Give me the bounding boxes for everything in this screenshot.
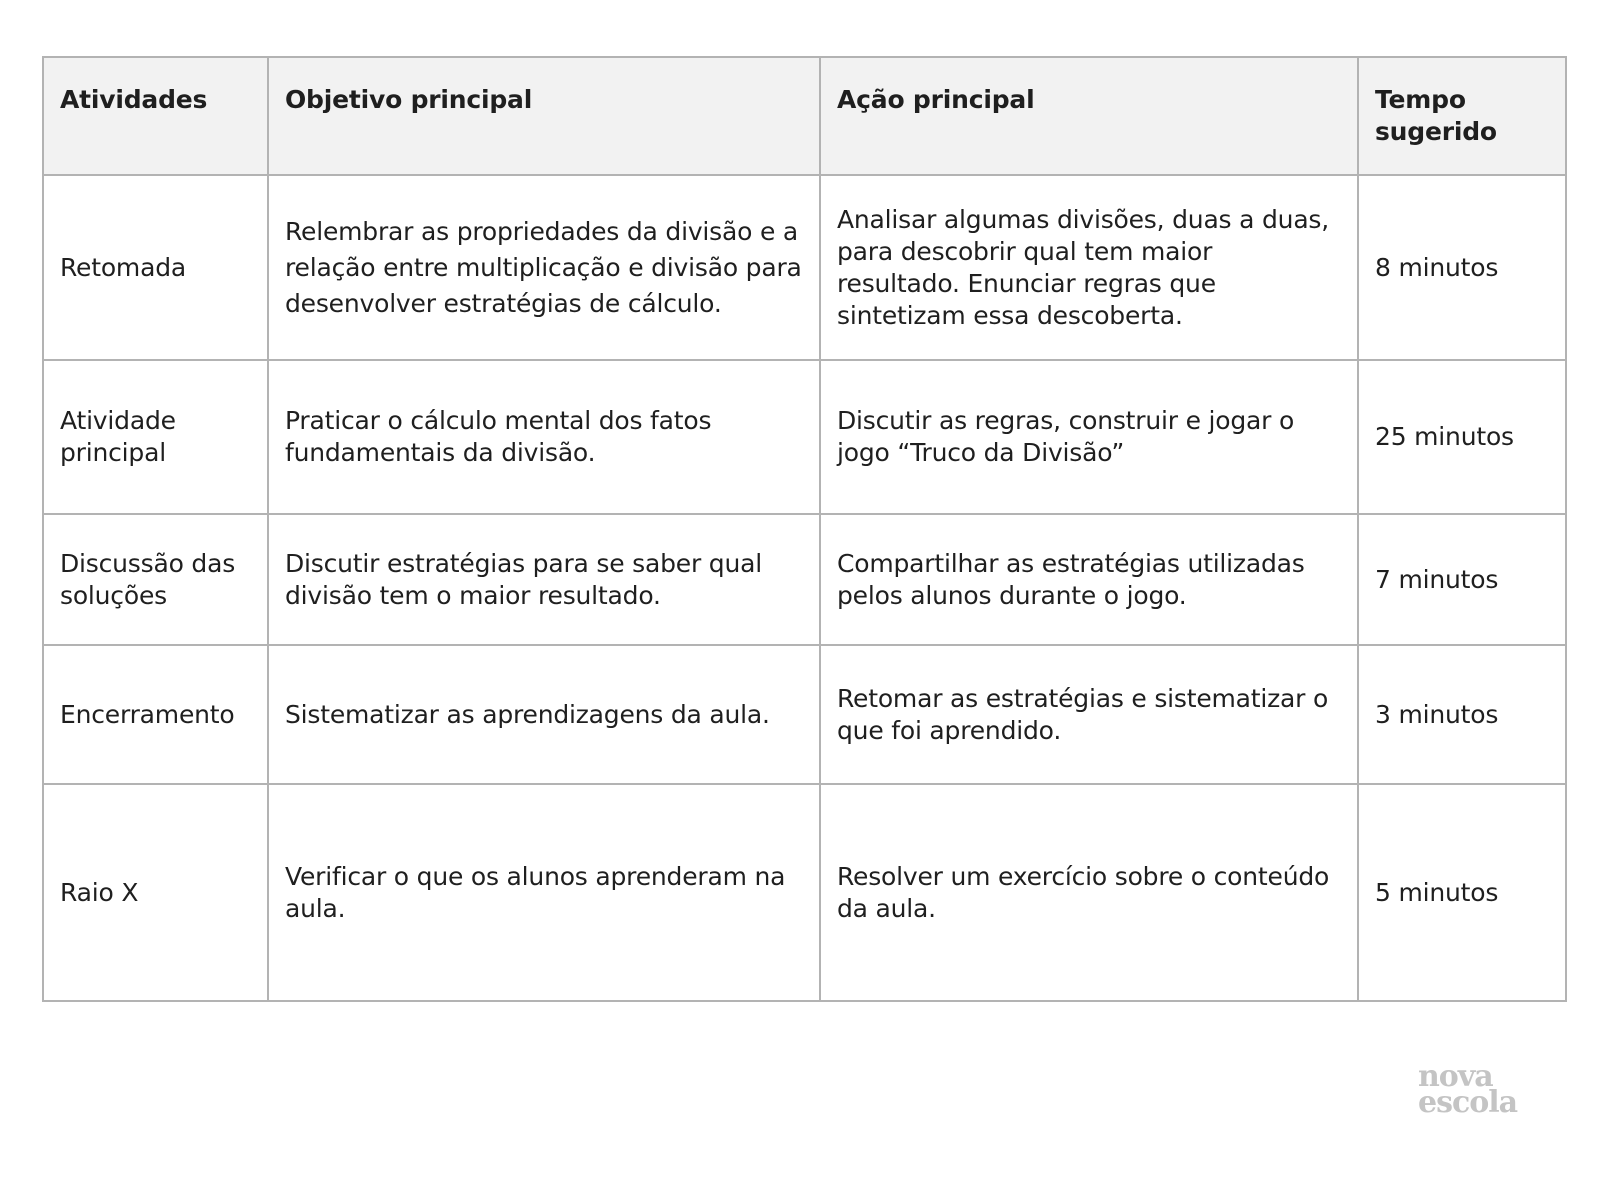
header-suggested-time: Tempo sugerido	[1358, 57, 1566, 175]
objective-cell: Praticar o cálculo mental dos fatos fundamentais da divisão.	[268, 360, 820, 514]
objective-cell: Verificar o que os alunos aprenderam na aula.	[268, 784, 820, 1001]
activity-cell: Retomada	[43, 175, 268, 360]
table-row	[43, 360, 1566, 514]
action-cell: Analisar algumas divisões, duas a duas, para descobrir qual tem maior resultado. Enunciar regras que sintetizam essa descoberta.	[820, 175, 1358, 360]
objective-cell: Discutir estratégias para se saber qual divisão tem o maior resultado.	[268, 514, 820, 645]
action-cell: Resolver um exercício sobre o conteúdo da aula.	[820, 784, 1358, 1001]
table-header	[43, 57, 1566, 175]
action-cell: Retomar as estratégias e sistematizar o que foi aprendido.	[820, 645, 1358, 784]
header-activities: Atividades	[43, 57, 268, 175]
action-cell: Compartilhar as estratégias utilizadas pelos alunos durante o jogo.	[820, 514, 1358, 645]
activity-cell: Atividade principal	[43, 360, 268, 514]
logo-line-escola: escola	[1418, 1085, 1518, 1120]
objective-cell: Sistematizar as aprendizagens da aula.	[268, 645, 820, 784]
time-cell: 8 minutos	[1358, 175, 1566, 360]
objective-cell: Relembrar as propriedades da divisão e a relação entre multiplicação e divisão para desenvolver estratégias de cálculo.	[268, 175, 820, 360]
header-main-action: Ação principal	[820, 57, 1358, 175]
activity-cell: Raio X	[43, 784, 268, 1001]
time-cell: 3 minutos	[1358, 645, 1566, 784]
time-cell: 7 minutos	[1358, 514, 1566, 645]
logo-line-nova: nova	[1418, 1059, 1493, 1094]
time-cell: 25 minutos	[1358, 360, 1566, 514]
activity-cell: Encerramento	[43, 645, 268, 784]
table-row	[43, 514, 1566, 645]
table-row	[43, 175, 1566, 360]
header-row	[43, 57, 1566, 175]
table-body	[43, 175, 1566, 1001]
table-row	[43, 784, 1566, 1001]
activity-cell: Discussão das soluções	[43, 514, 268, 645]
nova-escola-logo	[1418, 1059, 1538, 1120]
lesson-plan-table	[42, 56, 1567, 1002]
time-cell: 5 minutos	[1358, 784, 1566, 1001]
table-row	[43, 645, 1566, 784]
action-cell: Discutir as regras, construir e jogar o jogo “Truco da Divisão”	[820, 360, 1358, 514]
header-main-objective: Objetivo principal	[268, 57, 820, 175]
